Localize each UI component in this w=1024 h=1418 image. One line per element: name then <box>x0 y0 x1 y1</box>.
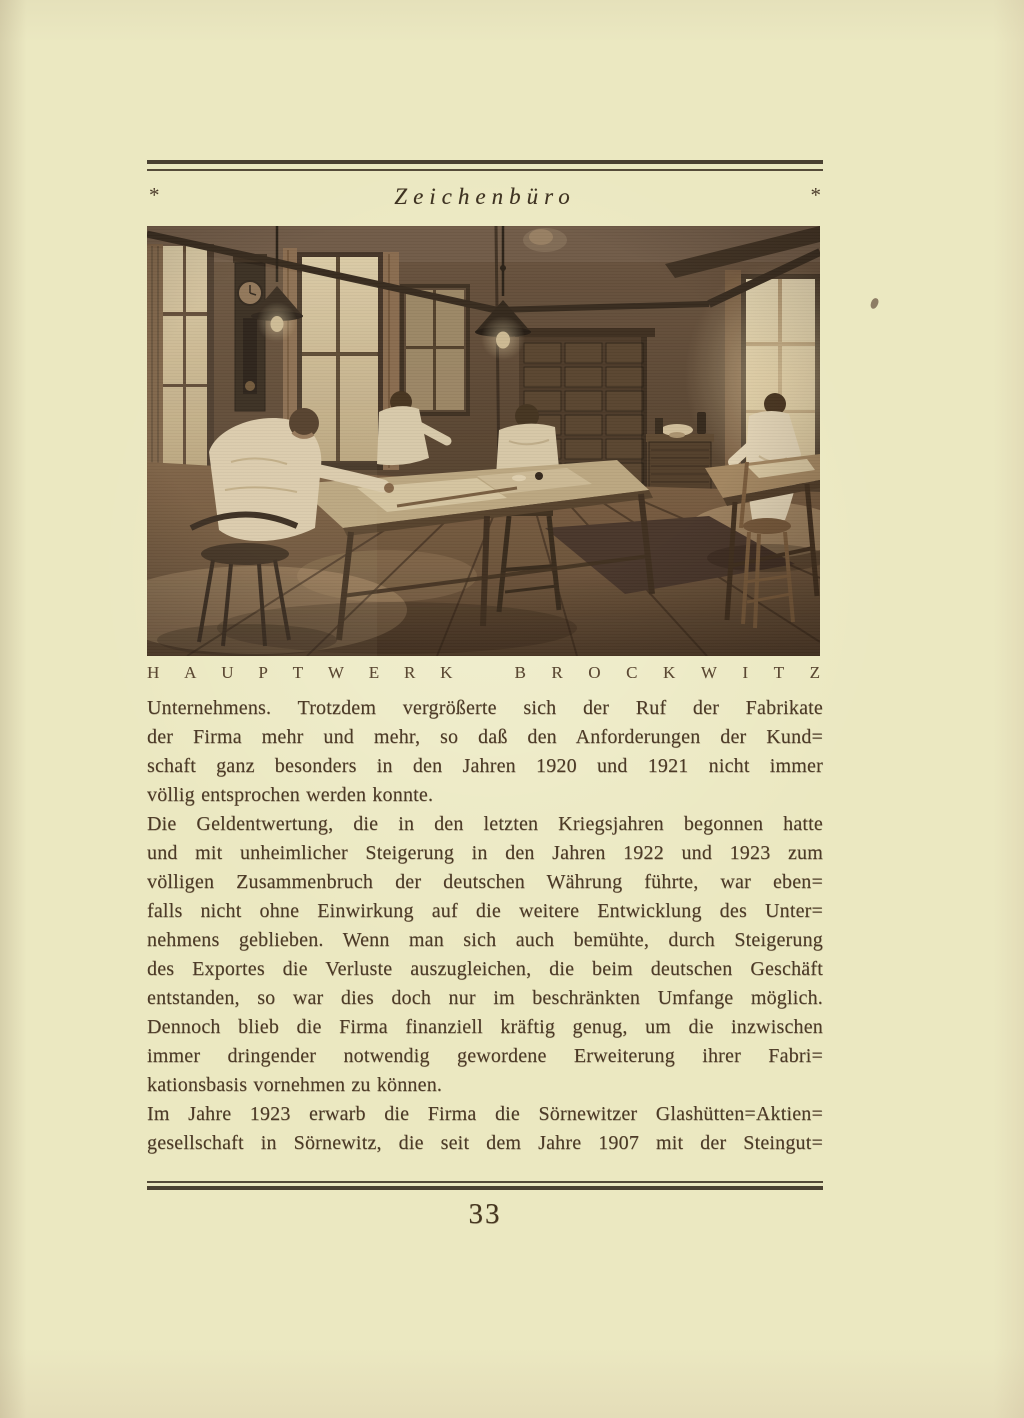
caption-word-hauptwerk: H A U P T W E R K <box>147 663 453 682</box>
asterisk-ornament-left: * <box>149 183 160 207</box>
page-number: 33 <box>468 1198 502 1230</box>
running-header <box>147 182 823 212</box>
body-text-line: völlig entsprochen werden konnte. <box>147 784 434 806</box>
body-text-line: kationsbasis vornehmen zu können. <box>147 1074 443 1096</box>
body-text-line: völligen Zusammenbruch der deutschen Währung führte, war eben= <box>147 871 823 893</box>
header-rule-thin <box>147 169 823 171</box>
caption-word-brockwitz: B R O C K W I T Z <box>514 663 820 682</box>
body-text-line: schaft ganz besonders in den Jahren 1920 und 1921 nicht immer <box>147 755 823 777</box>
body-text-line: des Exportes die Verluste auszugleichen, die beim deutschen Geschäft <box>147 958 823 980</box>
body-text-line: nehmens geblieben. Wenn man sich auch bemühte, durch Steigerung <box>147 929 823 951</box>
page-title: Zeichenbüro <box>394 184 576 209</box>
body-text-line: Die Geldentwertung, die in den letzten Kriegsjahren begonnen hatte <box>147 813 823 835</box>
body-text-line: immer dringender notwendig gewordene Erweiterung ihrer Fabri= <box>147 1045 823 1067</box>
header-rule-thick <box>147 160 823 164</box>
asterisk-ornament-right: * <box>810 183 821 207</box>
body-text-line: Unternehmens. Trotzdem vergrößerte sich der Ruf der Fabrikate <box>147 697 823 719</box>
scan-speck <box>869 297 879 310</box>
photo-caption <box>147 663 820 683</box>
body-text-line: falls nicht ohne Einwirkung auf die weitere Entwicklung des Unter= <box>147 900 823 922</box>
body-text-line: Dennoch blieb die Firma finanziell kräftig genug, um die inzwischen <box>147 1016 823 1038</box>
photo-illustration <box>147 226 820 656</box>
footer-rule-thick <box>147 1186 823 1190</box>
body-text-line: und mit unheimlicher Steigerung in den Jahren 1922 und 1923 zum <box>147 842 823 864</box>
body-text-line: Im Jahre 1923 erwarb die Firma die Sörnewitzer Glashütten=Aktien= <box>147 1103 823 1125</box>
body-text-line: der Firma mehr und mehr, so daß den Anforderungen der Kund= <box>147 726 823 748</box>
body-text <box>147 694 823 1158</box>
body-text-line: gesellschaft in Sörnewitz, die seit dem Jahre 1907 mit der Steingut= <box>147 1132 823 1154</box>
body-text-line: entstanden, so war dies doch nur im beschränkten Umfange möglich. <box>147 987 823 1009</box>
drawing-office-photo <box>147 226 820 656</box>
footer-rule-thin <box>147 1181 823 1183</box>
